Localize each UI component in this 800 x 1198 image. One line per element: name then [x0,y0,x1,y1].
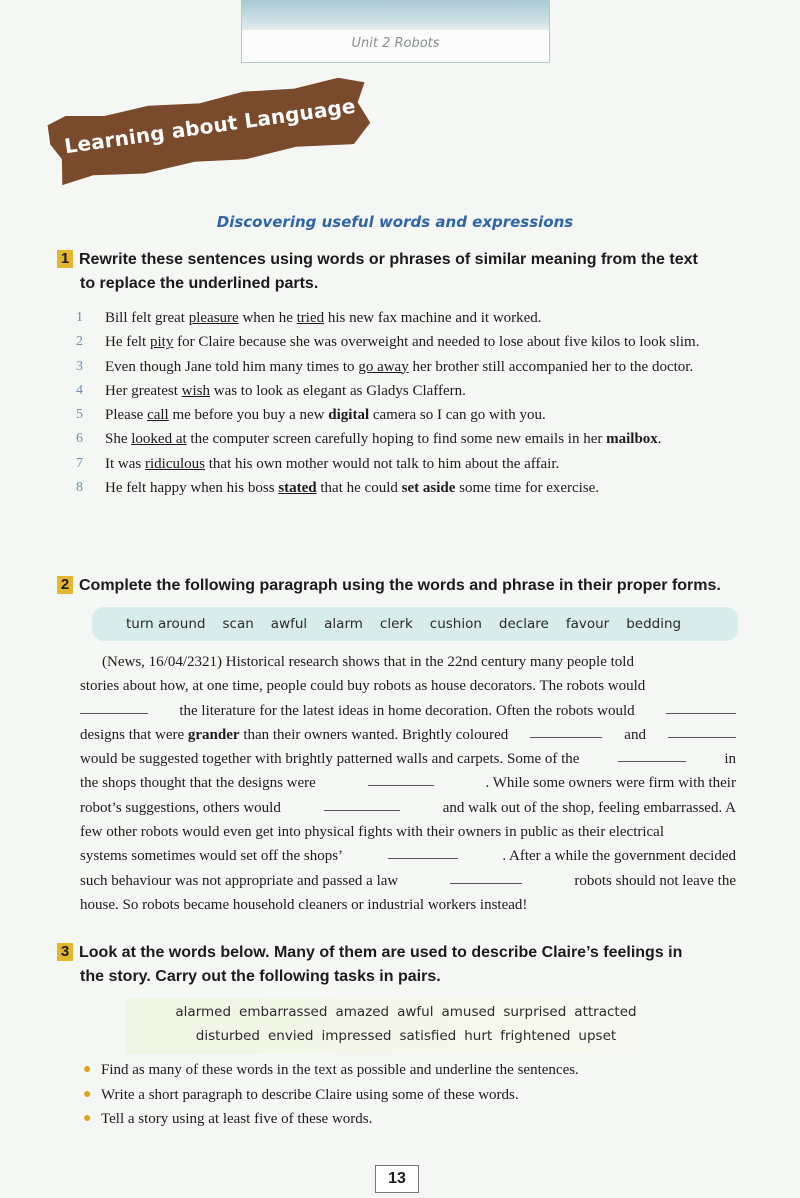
sentence-number: 2 [76,334,83,350]
feeling-word: attracted [574,1004,637,1020]
sentence-number: 1 [76,310,83,325]
word-option: favour [565,616,610,632]
paragraph-line [80,723,736,747]
sentence-text: Please call me before you buy a new digital camera so I can go with you. [105,407,546,424]
section-banner [47,74,373,186]
sentence-text: He felt pity for Claire because she was overweight and needed to lose about five kilos to look slim. [105,334,700,351]
feeling-word: frightened [500,1028,571,1044]
feeling-word: awful [397,1004,434,1020]
task2-heading-text: Complete the following paragraph using the words and phrase in their proper forms. [79,577,721,594]
bullet-dot-icon: ● [83,1086,92,1102]
emphasized-phrase: pity [149,334,174,351]
paragraph-text: and [624,726,646,743]
sentence-text: It was ridiculous that his own mother would not talk to him about the affair. [105,455,560,472]
emphasized-phrase: mailbox [606,431,658,448]
answer-blank[interactable] [666,699,736,714]
feeling-word: disturbed [195,1028,260,1044]
paragraph-text: and walk out of the shop, feeling embarrassed. A [442,799,736,816]
task1-heading [57,248,747,296]
task2-paragraph [80,650,736,917]
sentence-text: He felt happy when his boss stated that he could set aside some time for exercise. [105,480,600,497]
feeling-word: alarmed [175,1004,232,1020]
paragraph-line [80,747,736,771]
answer-blank[interactable] [530,723,602,738]
feeling-word: hurt [464,1028,493,1044]
task3-heading-line2: the story. Carry out the following tasks in pairs. [80,968,441,985]
paragraph-text: robot’s suggestions, others would [80,799,281,816]
sentence-number: 3 [76,358,83,374]
emphasized-phrase: call [147,407,169,424]
paragraph-line [80,650,736,674]
task1-number: 1 [57,250,73,268]
answer-blank[interactable] [450,869,522,884]
word-option: turn around [126,616,206,632]
sentence-number: 7 [76,455,83,471]
feeling-word: impressed [321,1028,392,1044]
feeling-word: embarrassed [239,1004,328,1020]
emphasized-phrase: pleasure [188,310,239,326]
emphasized-phrase: digital [328,407,370,424]
paragraph-text: would be suggested together with brightly patterned walls and carpets. Some of the [80,751,580,768]
task-bullet [83,1107,579,1132]
paragraph-text: designs that were grander than their owners wanted. Brightly coloured [80,726,509,743]
sentence-number: 4 [76,382,83,398]
bullet-text: Find as many of these words in the text as possible and underline the sentences. [101,1062,579,1078]
feelings-row-1 [126,1000,686,1024]
feeling-word: surprised [503,1004,567,1020]
bullet-text: Tell a story using at least five of these words. [101,1111,373,1127]
paragraph-line [80,699,736,723]
sentence-item [76,452,741,476]
sentence-number: 6 [76,431,83,447]
word-option: alarm [324,616,363,632]
paragraph-text: systems sometimes would set off the shops’ [80,848,344,865]
sentence-text: Her greatest wish was to look as elegant as Gladys Claffern. [105,382,466,399]
task2-heading [57,574,747,598]
sentence-item [76,355,741,379]
task3-word-box [126,998,686,1054]
sentence-item [76,403,741,427]
task-bullet [83,1058,579,1083]
task3-number: 3 [57,943,73,961]
sentence-item [76,379,741,403]
task3-heading [57,941,747,989]
paragraph-text: such behaviour was not appropriate and passed a law [80,872,399,889]
emphasized-phrase: looked at [131,431,187,448]
answer-blank[interactable] [618,747,686,762]
paragraph-text: few other robots would even get into physical fights with their owners in public as their electrical [80,824,665,841]
paragraph-line [80,893,736,917]
emphasized-phrase: tried [296,310,325,326]
word-option: cushion [429,616,482,632]
feelings-row-2 [126,1024,686,1048]
task1-heading-line1: Rewrite these sentences using words or phrases of similar meaning from the text [79,251,698,268]
task2-number: 2 [57,576,73,594]
sentence-number: 5 [76,407,83,423]
unit-label: Unit 2 Robots [351,36,440,51]
unit-header [241,0,550,63]
emphasized-phrase: ridiculous [145,455,205,472]
emphasized-phrase: set aside [401,480,456,497]
feeling-word: satisfied [399,1028,457,1044]
paragraph-line [80,771,736,795]
sentence-item [76,427,741,451]
paragraph-line [80,869,736,893]
bullet-text: Write a short paragraph to describe Claire using some of these words. [101,1086,519,1103]
word-option: awful [270,616,308,632]
sentence-item [76,330,741,354]
paragraph-text: house. So robots became household cleaners or industrial workers instead! [80,896,528,913]
answer-blank[interactable] [368,771,434,786]
paragraph-line [80,796,736,820]
banner-title: Learning about Language [62,93,357,159]
emphasized-phrase: stated [278,480,317,497]
section-subheading: Discovering useful words and expressions [216,213,574,231]
emphasized-phrase: wish [181,382,210,399]
task3-bullet-list [83,1058,579,1132]
task2-word-box [92,607,738,641]
bold-word: grander [187,726,240,743]
task-bullet [83,1083,579,1108]
sentence-item [76,476,741,500]
page-number: 13 [375,1165,419,1193]
paragraph-text: robots should not leave the [574,872,736,889]
feeling-word: envied [268,1028,314,1044]
task1-heading-line2: to replace the underlined parts. [80,275,319,292]
header-photo-strip [242,0,549,30]
paragraph-text: in [724,751,736,768]
sentence-text: Bill felt great pleasure when he tried his new fax machine and it worked. [105,310,542,326]
word-option: declare [498,616,549,632]
paragraph-line [80,820,736,844]
paragraph-text: the literature for the latest ideas in home decoration. Often the robots would [179,702,635,719]
bullet-dot-icon: ● [83,1111,92,1126]
paragraph-line [80,844,736,868]
sentence-number: 8 [76,480,83,496]
sentence-text: Even though Jane told him many times to go away her brother still accompanied her to the doctor. [105,358,694,375]
sentence-item [76,306,741,330]
paragraph-text: stories about how, at one time, people could buy robots as house decorators. The robots would [80,678,646,695]
paragraph-text: the shops thought that the designs were [80,775,316,792]
word-option: clerk [379,616,413,632]
task3-heading-line1: Look at the words below. Many of them are used to describe Claire’s feelings in [79,944,683,961]
word-option: bedding [626,616,682,632]
feeling-word: upset [578,1028,617,1044]
paragraph-text: . While some owners were firm with their [485,775,736,792]
answer-blank[interactable] [668,723,736,738]
answer-blank[interactable] [388,844,458,859]
paragraph-line [80,674,736,698]
sentence-text: She looked at the computer screen carefully hoping to find some new emails in her mailbox. [105,431,662,448]
feeling-word: amused [441,1004,496,1020]
word-option: scan [222,616,254,632]
paragraph-text: . After a while the government decided [502,848,736,865]
bullet-dot-icon: ● [83,1062,92,1077]
emphasized-phrase: go away [358,358,409,375]
task1-sentence-list [76,306,741,500]
paragraph-text: (News, 16/04/2321) Historical research shows that in the 22nd century many people told [102,654,634,670]
answer-blank[interactable] [324,796,400,811]
answer-blank[interactable] [80,699,148,714]
feeling-word: amazed [335,1004,390,1020]
